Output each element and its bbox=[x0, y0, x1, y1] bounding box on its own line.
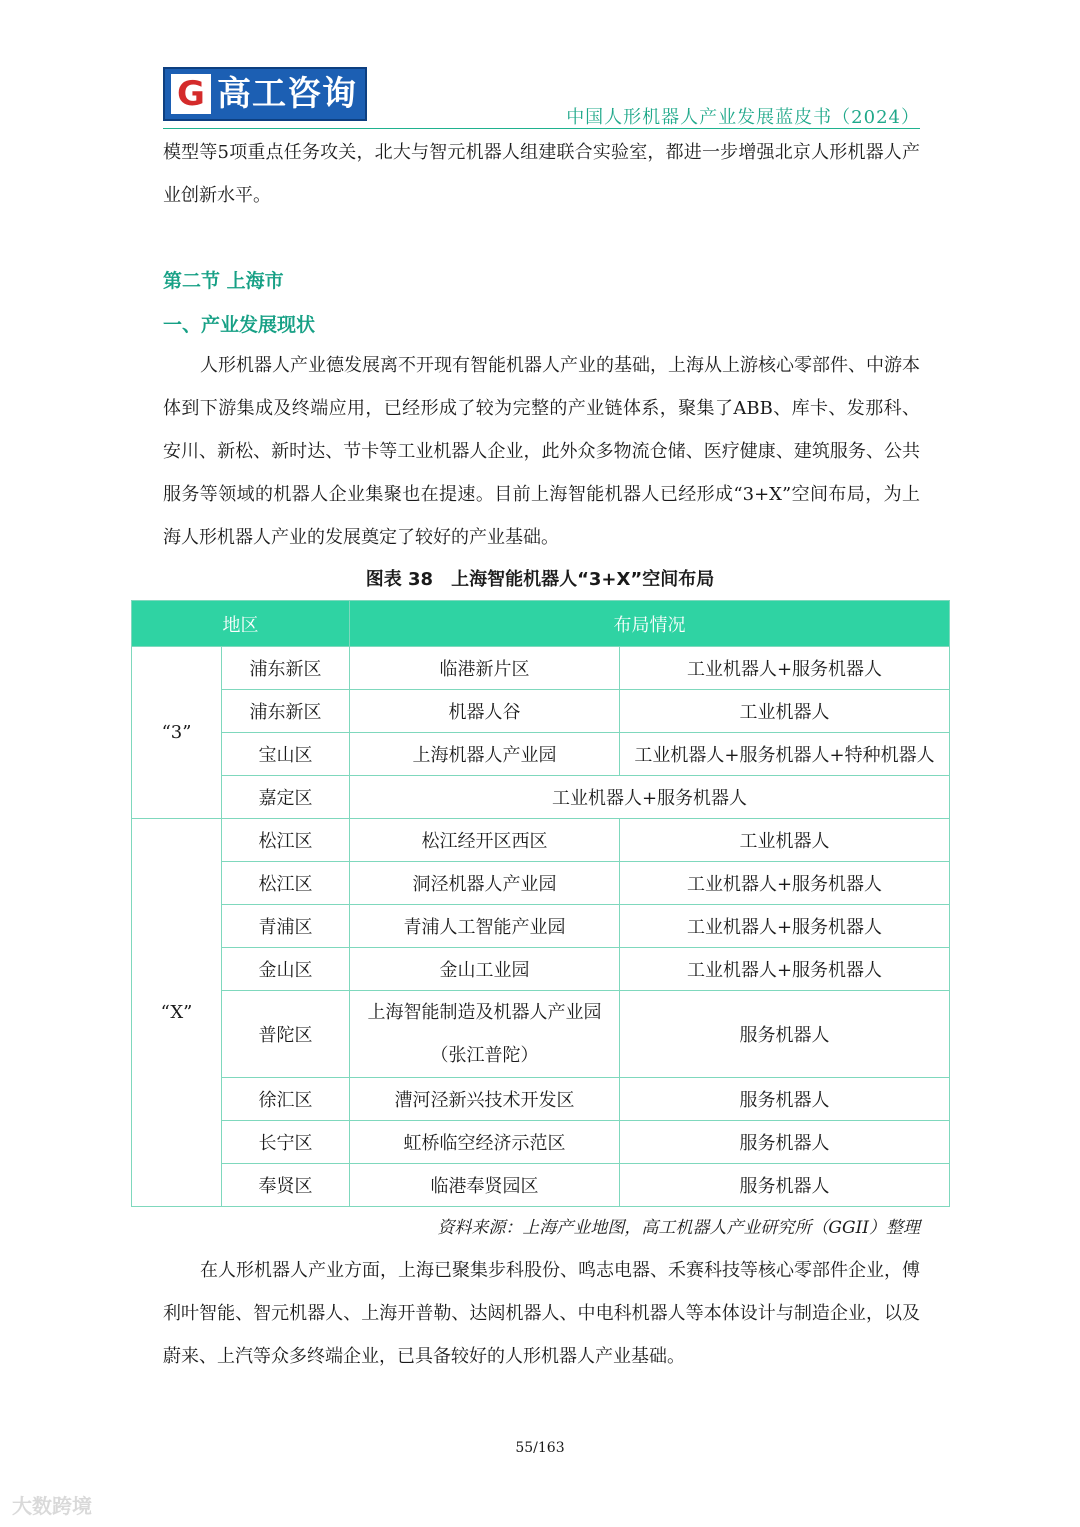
logo-mark: G bbox=[171, 74, 211, 114]
logo-text: 高工咨询 bbox=[217, 74, 357, 114]
park-line-1: 上海智能制造及机器人产业园 bbox=[367, 1002, 602, 1023]
district-cell: 浦东新区 bbox=[222, 647, 350, 690]
type-cell: 服务机器人 bbox=[620, 1164, 950, 1207]
figure-caption: 图表 38 上海智能机器人“3+X”空间布局 bbox=[365, 569, 715, 590]
table-row bbox=[132, 1164, 950, 1207]
park-cell: 机器人谷 bbox=[350, 690, 620, 733]
intro-paragraph: 模型等5项重点任务攻关，北大与智元机器人组建联合实验室，都进一步增强北京人形机器人产业创新水平。 bbox=[163, 142, 920, 206]
district-cell: 长宁区 bbox=[222, 1121, 350, 1164]
layout-table bbox=[131, 600, 950, 1207]
table-row bbox=[132, 1121, 950, 1164]
header-region: 地区 bbox=[132, 601, 350, 647]
park-cell: 临港新片区 bbox=[350, 647, 620, 690]
header-divider bbox=[163, 128, 920, 129]
table-header-row bbox=[132, 601, 950, 647]
running-header-title: 中国人形机器人产业发展蓝皮书（2024） bbox=[566, 107, 920, 128]
district-cell: 青浦区 bbox=[222, 905, 350, 948]
park-cell: 上海机器人产业园 bbox=[350, 733, 620, 776]
district-cell: 松江区 bbox=[222, 862, 350, 905]
park-cell: 漕河泾新兴技术开发区 bbox=[350, 1078, 620, 1121]
district-cell: 松江区 bbox=[222, 819, 350, 862]
group-label-3: “3” bbox=[132, 647, 222, 819]
park-line-2: （张江普陀） bbox=[430, 1045, 539, 1066]
district-cell: 宝山区 bbox=[222, 733, 350, 776]
district-cell: 嘉定区 bbox=[222, 776, 350, 819]
type-cell: 工业机器人+服务机器人 bbox=[620, 905, 950, 948]
type-cell: 工业机器人 bbox=[620, 819, 950, 862]
park-cell bbox=[350, 991, 620, 1078]
type-cell: 工业机器人+服务机器人 bbox=[620, 862, 950, 905]
table-row bbox=[132, 862, 950, 905]
type-cell: 工业机器人+服务机器人 bbox=[620, 948, 950, 991]
watermark: 大数跨境 bbox=[12, 1494, 92, 1518]
district-cell: 金山区 bbox=[222, 948, 350, 991]
type-cell: 工业机器人 bbox=[620, 690, 950, 733]
table-row bbox=[132, 819, 950, 862]
page-number: 55/163 bbox=[515, 1440, 565, 1456]
type-cell: 服务机器人 bbox=[620, 991, 950, 1078]
table-row bbox=[132, 905, 950, 948]
table-row bbox=[132, 948, 950, 991]
body-paragraph-2: 在人形机器人产业方面，上海已聚集步科股份、鸣志电器、禾赛科技等核心零部件企业，傅利叶智能、智元机器人、上海开普勒、达闼机器人、中电科机器人等本体设计与制造企业，以及蔚来、上汽等众多终端企业，已具备较好的人形机器人产业基础。 bbox=[163, 1260, 920, 1367]
type-cell: 工业机器人+服务机器人+特种机器人 bbox=[620, 733, 950, 776]
subsection-title: 一、产业发展现状 bbox=[163, 314, 316, 336]
type-cell: 服务机器人 bbox=[620, 1078, 950, 1121]
table-row bbox=[132, 733, 950, 776]
district-cell: 浦东新区 bbox=[222, 690, 350, 733]
district-cell: 奉贤区 bbox=[222, 1164, 350, 1207]
park-cell: 洞泾机器人产业园 bbox=[350, 862, 620, 905]
table-row bbox=[132, 647, 950, 690]
park-cell: 临港奉贤园区 bbox=[350, 1164, 620, 1207]
combined-cell: 工业机器人+服务机器人 bbox=[350, 776, 950, 819]
park-cell: 虹桥临空经济示范区 bbox=[350, 1121, 620, 1164]
type-cell: 服务机器人 bbox=[620, 1121, 950, 1164]
table-row bbox=[132, 1078, 950, 1121]
district-cell: 徐汇区 bbox=[222, 1078, 350, 1121]
park-cell: 松江经开区西区 bbox=[350, 819, 620, 862]
type-cell: 工业机器人+服务机器人 bbox=[620, 647, 950, 690]
park-cell: 青浦人工智能产业园 bbox=[350, 905, 620, 948]
park-cell: 金山工业园 bbox=[350, 948, 620, 991]
group-label-x: “X” bbox=[132, 819, 222, 1207]
header-layout: 布局情况 bbox=[350, 601, 950, 647]
figure-source: 资料来源：上海产业地图，高工机器人产业研究所（GGII）整理 bbox=[437, 1218, 920, 1238]
table-row bbox=[132, 690, 950, 733]
body-paragraph-1: 人形机器人产业德发展离不开现有智能机器人产业的基础，上海从上游核心零部件、中游本体到下游集成及终端应用，已经形成了较为完整的产业链体系，聚集了ABB、库卡、发那科、安川、新松、新时达、节卡等工业机器人企业，此外众多物流仓储、医疗健康、建筑服务、公共服务等领域的机器人企业集聚也在提速。目前上海智能机器人已经形成“3+X”空间布局，为上海人形机器人产业的发展奠定了较好的产业基础。 bbox=[163, 355, 920, 548]
table-row bbox=[132, 991, 950, 1078]
company-logo bbox=[163, 67, 367, 121]
table-row bbox=[132, 776, 950, 819]
section-title: 第二节 上海市 bbox=[163, 270, 284, 292]
district-cell: 普陀区 bbox=[222, 991, 350, 1078]
